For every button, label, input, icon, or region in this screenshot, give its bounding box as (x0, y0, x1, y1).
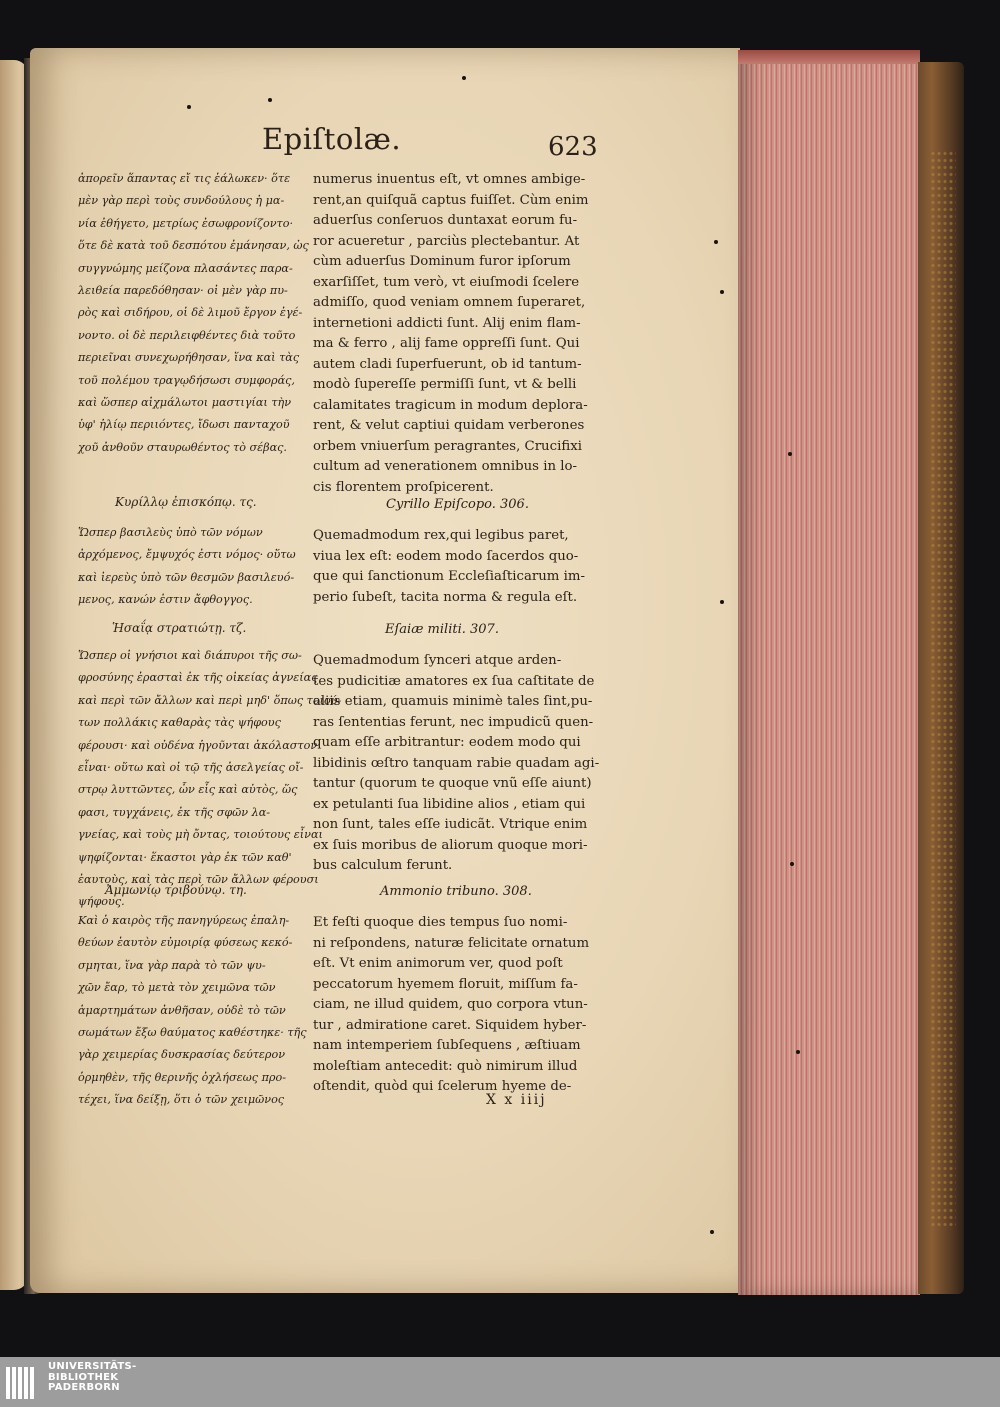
greek-text-block-1 (78, 168, 308, 459)
greek-text-line: περιεῖναι συνεχωρήθησαν, ἵνα καὶ τὰς (78, 351, 300, 365)
latin-text-line: rent,an quiſquã captus fuiſſet. Cùm enim (313, 192, 589, 208)
greek-text-line: τοῦ πολέμου τραγῳδήσωσι συμφοράς, (78, 373, 295, 387)
greek-text-line: φέρουσι· καὶ οὐδένα ἡγοῦνται ἀκόλαστον (78, 738, 318, 752)
latin-text-line: non ſunt, tales eſſe iudicãt. Vtrique enim (313, 817, 588, 832)
latin-text-line: exarſiſſet, tum verò, vt eiuſmodi ſcelere (313, 274, 580, 290)
page-number: 623 (548, 132, 598, 162)
page-block-edges (738, 50, 920, 1295)
latin-text-line: nam intemperiem ſubſequens , æſtiuam (313, 1038, 581, 1053)
footer-bar (0, 1357, 1000, 1407)
greek-text-line: ἀπορεῖν ἅπαντας εἴ τις ἑάλωκεν· ὅτε (78, 172, 291, 185)
greek-text-line: ὁρμηθὲν, τῆς θερινῆς ὀχλήσεως προ- (78, 1070, 287, 1084)
greek-text-line: τέχει, ἵνα δείξῃ, ὅτι ὁ τῶν χειμῶνος (78, 1093, 285, 1107)
wormhole (714, 240, 718, 244)
latin-text-line: autem cladi ſuperfuerunt, ob id tantum- (313, 356, 582, 372)
latin-text-line: ex petulanti ſua libidine alios , etiam qui (313, 796, 586, 812)
latin-text-line: aduerſus conſeruos duntaxat eorum fu- (313, 213, 578, 228)
latin-text-line: ras ſententias ferunt, nec impudicũ quen- (313, 714, 594, 730)
wormhole (187, 105, 191, 109)
latin-text-line: quam eſſe arbitrantur: eodem modo qui (313, 735, 581, 750)
latin-text-line: viua lex eſt: eodem modo ſacerdos quo- (313, 548, 579, 564)
latin-text-block-4 (313, 913, 613, 1098)
latin-text-line: Quemadmodum ſynceri atque arden- (313, 653, 562, 668)
latin-text-line: Quemadmodum rex,qui legibus paret, (313, 528, 569, 543)
latin-text-line: internetioni addicti ſunt. Alij enim flam- (313, 315, 581, 331)
greek-text-line: χῶν ἔαρ, τὸ μετὰ τὸν χειμῶνα τῶν (78, 981, 276, 995)
greek-text-block-2 (78, 522, 308, 612)
latin-text-line: aliis etiam, quamuis minimè tales ſint,pu- (313, 694, 593, 709)
greek-text-line: στρῳ λυττῶντες, ὧν εἷς καὶ αὐτὸς, ὥς (78, 783, 298, 797)
latin-text-block-2 (313, 526, 613, 608)
greek-text-line: ρὸς καὶ σιδήρου, οἱ δὲ λιμοῦ ἔργον ἐγέ- (78, 306, 303, 320)
greek-text-line: Καὶ ὁ καιρὸς τῆς πανηγύρεως ἐπαλη- (78, 914, 290, 927)
wormhole (720, 290, 724, 294)
latin-text-line: ni reſpondens, naturæ felicitate ornatum (313, 935, 590, 951)
wormhole (790, 862, 794, 866)
wormhole (462, 76, 466, 80)
greek-text-line: ἑαυτοὺς, καὶ τὰς περὶ τῶν ἄλλων φέρουσι (78, 873, 319, 887)
latin-text-line: rent, & velut captiui quidam verberones (313, 418, 585, 433)
greek-text-line: σμηται, ἵνα γὰρ παρὰ τὸ τῶν ψυ- (78, 958, 266, 972)
latin-text-line: ma & ferro , alij fame oppreſſi ſunt. Qui (313, 336, 580, 351)
latin-text-line: calamitates tragicum in modum deplora- (313, 397, 588, 413)
greek-text-line: ὅτε δὲ κατὰ τοῦ δεσπότου ἐμάνησαν, ὡς (78, 239, 309, 253)
greek-text-line: μὲν γὰρ περὶ τοὺς συνδούλους ἡ μα- (78, 194, 285, 208)
latin-text-line: numerus inuentus eſt, vt omnes ambige- (313, 172, 586, 187)
latin-text-block-3 (313, 651, 613, 877)
wormhole (268, 98, 272, 102)
greek-text-line: των πολλάκις καθαρὰς τὰς ψήφους (78, 716, 281, 730)
wormhole (720, 600, 724, 604)
latin-text-line: libidinis œſtro tanquam rabie quadam agi- (313, 755, 600, 771)
latin-text-line: tur , admiratione caret. Siquidem hyber- (313, 1017, 587, 1033)
latin-text-line: cultum ad venerationem omnibus in lo- (313, 459, 577, 474)
latin-text-line: tes pudicitiæ amatores ex ſua caſtitate de (313, 673, 595, 689)
latin-text-line: Et feſti quoque dies tempus ſuo nomi- (313, 915, 568, 930)
greek-text-line: ἀρχόμενος, ἔμψυχός ἐστι νόμος· οὕτω (78, 548, 296, 562)
latin-text-line: moleſtiam antecedit: quò nimirum illud (313, 1058, 578, 1074)
greek-text-line: σωμάτων ἔξω θαύματος καθέστηκε· τῆς (78, 1026, 307, 1040)
latin-text-line: eſt. Vt enim animorum ver, quod poſt (313, 956, 563, 971)
wormhole (710, 1230, 714, 1234)
library-name-line-2: BIBLIOTHEK (48, 1371, 119, 1383)
greek-text-line: φασι, τυγχάνεις, ἐκ τῆς σφῶν λα- (78, 805, 271, 819)
greek-text-line: Ὥσπερ οἱ γνήσιοι καὶ διάπυροι τῆς σω- (78, 649, 302, 662)
greek-text-line: καὶ ὥσπερ αἰχμάλωτοι μαστιγίαι τὴν (78, 396, 292, 410)
greek-text-line: εἶναι· οὕτω καὶ οἱ τῷ τῆς ἀσελγείας οἴ- (78, 761, 304, 775)
latin-text-line: que qui ſanctionum Eccleſiaſticarum im- (313, 569, 585, 584)
latin-text-line: admiſſo, quod veniam omnem ſuperaret, (313, 295, 586, 310)
greek-text-line: μενος, κανών ἐστιν ἄφθογγος. (78, 593, 253, 607)
latin-text-line: oſtendit, quòd qui ſcelerum hyeme de- (313, 1079, 572, 1094)
wormhole (796, 1050, 800, 1054)
library-name (48, 1362, 137, 1394)
marbled-cover-pattern (930, 150, 956, 1230)
latin-text-line: tantur (quorum te quoque vnũ eſſe aiunt) (313, 776, 592, 791)
latin-text-line: modò ſupereſſe permiſſi ſunt, vt & belli (313, 377, 577, 392)
greek-text-line: νία ἐθήγετο, μετρίως ἐσωφρονίζοντο· (78, 216, 294, 230)
wormhole (788, 452, 792, 456)
library-logo-icon (6, 1367, 36, 1399)
latin-text-line: ex ſuis moribus de aliorum quoque mori- (313, 837, 588, 853)
greek-text-line: φροσύνης ἐρασταὶ ἐκ τῆς οἰκείας ἁγνείας (78, 671, 318, 685)
library-name-line-1: UNIVERSITÄTS- (48, 1361, 137, 1372)
latin-letter-heading-307: Eſaiæ militi. 307. (385, 622, 499, 637)
latin-text-line: cis florentem proſpicerent. (313, 479, 494, 495)
greek-text-line: γνείας, καὶ τοὺς μὴ ὄντας, τοιούτους εἶναι (78, 828, 323, 842)
latin-letter-heading-308: Ammonio tribuno. 308. (380, 884, 532, 899)
greek-text-line: νοντο. οἱ δὲ περιλειφθέντες διὰ τοῦτο (78, 328, 296, 342)
library-name-line-3: PADERBORN (48, 1382, 120, 1393)
latin-text-line: cùm aduerſus Dominum furor ipſorum (313, 254, 571, 269)
greek-text-line: χοῦ ἀνθοῦν σταυρωθέντος τὸ σέβας. (78, 440, 287, 454)
greek-text-line: ἁμαρτημάτων ἀνθῆσαν, οὐδὲ τὸ τῶν (78, 1003, 286, 1017)
greek-text-line: γὰρ χειμερίας δυσκρασίας δεύτερον (78, 1048, 286, 1062)
greek-letter-heading-308: Ἀμμωνίῳ τριβούνῳ. τη. (105, 883, 247, 897)
latin-text-line: orbem vniuerſum peragrantes, Crucifixi (313, 438, 582, 454)
signature-mark: X x iiij (486, 1092, 547, 1108)
greek-text-line: λειθεία παρεδόθησαν· οἱ μὲν γὰρ πυ- (78, 284, 288, 298)
greek-text-line: καὶ ἱερεὺς ὑπὸ τῶν θεσμῶν βασιλευό- (78, 570, 295, 584)
greek-text-line: ὑφ' ἡλίῳ περιιόντες, ἴδωσι πανταχοῦ (78, 418, 290, 432)
greek-text-block-3 (78, 645, 342, 914)
greek-text-line: θεύων ἑαυτὸν εὐμοιρίᾳ φύσεως κεκό- (78, 936, 293, 950)
latin-text-line: bus calculum ferunt. (313, 858, 453, 873)
greek-letter-heading-306: Κυρίλλῳ ἐπισκόπῳ. τς. (115, 495, 257, 509)
greek-letter-heading-307: Ἡσαΐᾳ στρατιώτῃ. τζ. (112, 621, 247, 635)
latin-text-line: ror acueretur , parciùs plectebantur. At (313, 233, 580, 249)
latin-text-line: perio ſubeſt, tacita norma & regula eſt. (313, 589, 578, 605)
greek-text-line: καὶ περὶ τῶν ἄλλων καὶ περὶ μηδ' ὅπως τοιού- (78, 693, 342, 707)
page-block-top (738, 50, 920, 64)
greek-text-line: συγγνώμης μείζονα πλασάντες παρα- (78, 261, 293, 275)
greek-text-line: ψηφίζονται· ἕκαστοι γὰρ ἐκ τῶν καθ' (78, 850, 292, 864)
latin-text-line: peccatorum hyemem floruit, miſſum fa- (313, 976, 578, 992)
latin-text-block-1 (313, 170, 613, 498)
greek-text-block-4 (78, 910, 308, 1112)
latin-text-line: ciam, ne illud quidem, quo corpora vtun- (313, 997, 588, 1012)
greek-text-line: ψήφους. (78, 895, 125, 909)
greek-text-line: Ὥσπερ βασιλεὺς ὑπὸ τῶν νόμων (78, 526, 263, 539)
running-head: Epiſtolæ. (262, 122, 402, 156)
latin-letter-heading-306: Cyrillo Epiſcopo. 306. (386, 497, 529, 512)
